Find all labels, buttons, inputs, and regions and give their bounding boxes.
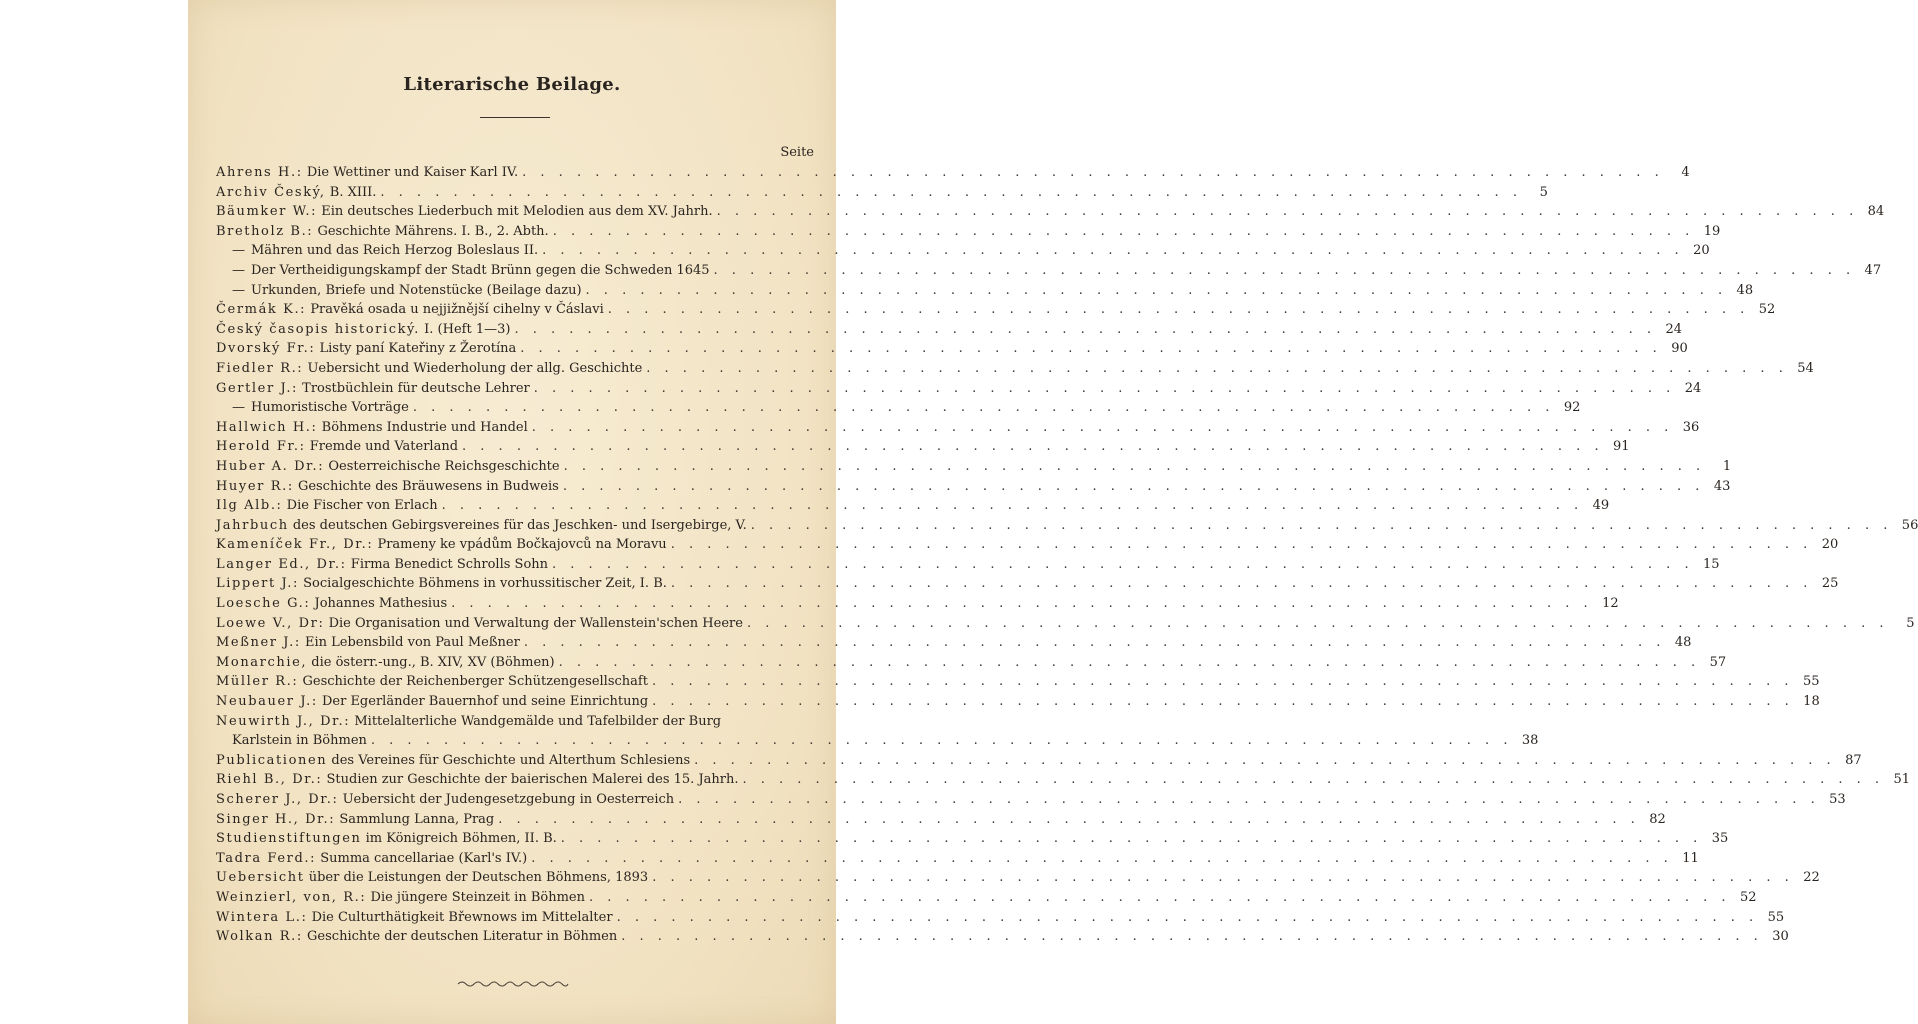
entry-author: Publicationen bbox=[216, 752, 328, 768]
entry-title: Summa cancellariae (Karl's IV.) bbox=[320, 850, 528, 866]
dot-leader bbox=[380, 183, 1522, 203]
entry-text bbox=[216, 712, 721, 732]
toc-entry bbox=[216, 359, 1814, 379]
entry-title: Der Egerländer Bauernhof und seine Einrichtung bbox=[321, 694, 649, 710]
entry-author: Singer H., Dr.: bbox=[216, 811, 336, 827]
dot-leader bbox=[371, 731, 1513, 751]
entry-text bbox=[216, 222, 549, 242]
entry-text bbox=[216, 868, 648, 888]
page-number: 87 bbox=[1845, 752, 1862, 768]
page-number: 91 bbox=[1613, 439, 1630, 455]
entry-title: Sammlung Lanna, Prag bbox=[339, 811, 495, 827]
toc-entry bbox=[216, 633, 1692, 653]
toc-entry bbox=[216, 868, 1820, 888]
dot-leader bbox=[646, 359, 1788, 379]
page-number: 53 bbox=[1829, 792, 1846, 807]
toc-entry bbox=[216, 849, 1699, 869]
entry-text bbox=[216, 555, 548, 575]
toc-entry bbox=[216, 379, 1702, 399]
page-number: 55 bbox=[1802, 674, 1820, 690]
entry-title: I. (Heft 1—3) bbox=[424, 321, 511, 337]
entry-text bbox=[216, 692, 648, 712]
repeat-author-dash: — bbox=[232, 243, 245, 259]
entry-text bbox=[216, 594, 447, 614]
entry-title: Firma Benedict Schrolls Sohn bbox=[350, 556, 549, 572]
entry-author: Huyer R.: bbox=[216, 478, 294, 494]
entry-author: Müller R.: bbox=[216, 674, 299, 690]
entry-author: Dvorský Fr.: bbox=[216, 341, 316, 357]
page-number: 38 bbox=[1521, 733, 1539, 749]
page-number: 22 bbox=[1803, 870, 1820, 886]
entry-text bbox=[216, 849, 527, 869]
entry-author: Huber A. Dr.: bbox=[216, 458, 325, 474]
entry-author: Loewe V., Dr: bbox=[216, 615, 325, 631]
entry-author: Ilg Alb.: bbox=[216, 498, 283, 514]
page-number: 4 bbox=[1681, 165, 1690, 180]
dot-leader bbox=[442, 496, 1584, 516]
page-number: 30 bbox=[1772, 929, 1789, 945]
toc-entry bbox=[216, 183, 1548, 203]
entry-author: Lippert J.: bbox=[216, 576, 300, 592]
page-number: 19 bbox=[1703, 223, 1721, 239]
entry-title: im Königreich Böhmen, II. B. bbox=[365, 831, 557, 847]
entry-title: Die Culturthätigkeit Břewnows im Mittelalter bbox=[311, 909, 613, 925]
entry-text bbox=[216, 163, 518, 183]
table-of-contents bbox=[216, 163, 1918, 947]
page-number: 24 bbox=[1665, 321, 1682, 337]
page-number: 15 bbox=[1703, 556, 1720, 572]
entry-author: Wintera L.: bbox=[216, 909, 308, 925]
page-number: 52 bbox=[1758, 302, 1776, 318]
entry-title: Uebersicht und Wiederholung der allg. Geschichte bbox=[307, 360, 643, 376]
page-number: 18 bbox=[1803, 694, 1820, 710]
entry-title: Pravěká osada u nejjižnější cihelny v Čáslavi bbox=[310, 302, 604, 318]
toc-entry bbox=[216, 281, 1754, 301]
dot-leader bbox=[522, 163, 1664, 183]
dot-leader bbox=[652, 692, 1794, 712]
dot-leader bbox=[462, 437, 1604, 457]
repeat-author-dash: — bbox=[232, 262, 245, 278]
entry-title: Geschichte der Reichenberger Schützengesellschaft bbox=[302, 674, 648, 690]
dot-leader bbox=[532, 418, 1674, 438]
page-number: 20 bbox=[1693, 243, 1710, 259]
entry-title: Die jüngere Steinzeit in Böhmen bbox=[370, 889, 585, 905]
toc-entry bbox=[216, 398, 1581, 418]
entry-author: Herold Fr.: bbox=[216, 439, 306, 455]
page-number: 90 bbox=[1671, 341, 1688, 357]
toc-entry bbox=[216, 535, 1839, 555]
dot-leader bbox=[621, 927, 1763, 947]
dot-leader bbox=[514, 320, 1656, 340]
entry-title: Die Fischer von Erlach bbox=[286, 498, 438, 514]
entry-author: Monarchie, bbox=[216, 654, 308, 670]
toc-entry bbox=[216, 653, 1727, 673]
toc-entry bbox=[216, 888, 1757, 908]
toc-entry bbox=[216, 418, 1700, 438]
entry-text bbox=[216, 183, 376, 203]
dot-leader bbox=[524, 633, 1666, 653]
toc-entry bbox=[216, 731, 1539, 751]
page-number: 52 bbox=[1739, 889, 1757, 905]
toc-entry bbox=[216, 261, 1882, 281]
entry-text bbox=[232, 281, 582, 301]
dot-leader bbox=[531, 849, 1673, 869]
entry-title: Geschichte der deutschen Literatur in Böhmen bbox=[307, 929, 618, 945]
entry-text bbox=[216, 418, 528, 438]
entry-author: Bretholz B.: bbox=[216, 223, 314, 239]
entry-text bbox=[216, 457, 560, 477]
entry-author: Langer Ed., Dr.: bbox=[216, 556, 347, 572]
entry-title: Prameny ke vpádům Bočkajovců na Moravu bbox=[377, 537, 667, 553]
toc-entry bbox=[216, 751, 1862, 771]
dot-leader bbox=[559, 653, 1701, 673]
entry-text bbox=[216, 300, 604, 320]
entry-author: Wolkan R.: bbox=[216, 929, 303, 945]
dot-leader bbox=[747, 614, 1889, 634]
toc-entry bbox=[216, 516, 1918, 536]
dot-leader bbox=[608, 300, 1750, 320]
dot-leader bbox=[586, 281, 1728, 301]
entry-title: Trostbüchlein für deutsche Lehrer bbox=[302, 380, 530, 396]
toc-entry bbox=[216, 496, 1610, 516]
entry-text bbox=[216, 653, 555, 673]
page-number: 20 bbox=[1821, 537, 1839, 553]
entry-title: B. XIII. bbox=[329, 184, 377, 200]
entry-title: Mittelalterliche Wandgemälde und Tafelbilder der Burg bbox=[354, 713, 722, 729]
entry-title: Geschichte Mährens. I. B., 2. Abth. bbox=[317, 223, 549, 239]
toc-entry bbox=[216, 908, 1785, 928]
dot-leader bbox=[671, 574, 1813, 594]
entry-author: Riehl B., Dr.: bbox=[216, 772, 323, 788]
entry-author: Čermák K.: bbox=[216, 302, 307, 318]
toc-entry bbox=[216, 712, 814, 732]
toc-entry bbox=[216, 339, 1688, 359]
page-number: 82 bbox=[1649, 811, 1666, 827]
dot-leader bbox=[520, 339, 1662, 359]
entry-title: Uebersicht der Judengesetzgebung in Oesterreich bbox=[342, 792, 675, 807]
entry-title: die österr.-ung., B. XIV, XV (Böhmen) bbox=[311, 654, 555, 670]
dot-leader bbox=[617, 908, 1759, 928]
entry-text bbox=[216, 496, 438, 516]
entry-text bbox=[216, 770, 739, 790]
dot-leader bbox=[714, 261, 1856, 281]
end-ornament bbox=[458, 980, 568, 988]
dot-leader bbox=[542, 241, 1684, 261]
page-number: 92 bbox=[1563, 400, 1581, 416]
page-number: 24 bbox=[1684, 380, 1702, 396]
entry-title: Johannes Mathesius bbox=[314, 596, 448, 612]
entry-text bbox=[216, 516, 747, 536]
entry-title: Urkunden, Briefe und Notenstücke (Beilage dazu) bbox=[251, 282, 582, 298]
entry-text bbox=[216, 359, 642, 379]
entry-title: Mähren und das Reich Herzog Boleslaus II. bbox=[251, 243, 539, 259]
page-number: 36 bbox=[1682, 419, 1700, 435]
toc-entry bbox=[216, 810, 1666, 830]
dot-leader bbox=[652, 672, 1794, 692]
entry-title: des Vereines für Geschichte und Alterthum Schlesiens bbox=[331, 752, 691, 768]
entry-author: Neuwirth J., Dr.: bbox=[216, 713, 351, 729]
page-number: 49 bbox=[1592, 498, 1610, 514]
dot-leader bbox=[743, 770, 1885, 790]
entry-author: Uebersicht bbox=[216, 870, 305, 886]
entry-text bbox=[216, 574, 667, 594]
toc-entry bbox=[216, 202, 1885, 222]
entry-author: Tadra Ferd.: bbox=[216, 850, 317, 866]
entry-text bbox=[216, 339, 516, 359]
dot-leader bbox=[534, 379, 1676, 399]
page-title: Literarische Beilage. bbox=[403, 74, 621, 95]
toc-entry bbox=[216, 241, 1710, 261]
entry-title: Geschichte des Bräuwesens in Budweis bbox=[297, 478, 559, 494]
entry-text bbox=[216, 672, 648, 692]
toc-entry bbox=[216, 614, 1915, 634]
entry-title: Studien zur Geschichte der baierischen Malerei des 15. Jahrh. bbox=[326, 772, 739, 788]
page-number: 35 bbox=[1711, 831, 1729, 847]
entry-title: Ein deutsches Liederbuch mit Melodien aus dem XV. Jahrh. bbox=[321, 204, 713, 220]
toc-entry bbox=[216, 222, 1721, 242]
toc-entry bbox=[216, 555, 1720, 575]
dot-leader bbox=[671, 535, 1813, 555]
entry-title: Böhmens Industrie und Handel bbox=[321, 419, 528, 435]
page-number: 55 bbox=[1767, 909, 1785, 925]
entry-title: Die Organisation und Verwaltung der Wallenstein'schen Heere bbox=[328, 615, 743, 631]
page-number: 47 bbox=[1864, 262, 1882, 278]
entry-text bbox=[216, 477, 559, 497]
entry-text bbox=[232, 398, 409, 418]
entry-author: Hallwich H.: bbox=[216, 419, 318, 435]
entry-text bbox=[216, 751, 690, 771]
repeat-author-dash: — bbox=[232, 400, 245, 416]
entry-author: Fiedler R.: bbox=[216, 360, 304, 376]
dot-leader bbox=[694, 751, 1836, 771]
toc-entry bbox=[216, 672, 1820, 692]
entry-text bbox=[216, 202, 713, 222]
entry-text bbox=[216, 908, 613, 928]
page-number: 48 bbox=[1736, 282, 1754, 298]
entry-text bbox=[216, 614, 743, 634]
toc-entry bbox=[216, 594, 1619, 614]
dot-leader bbox=[413, 398, 1555, 418]
entry-title: Der Vertheidigungskampf der Stadt Brünn gegen die Schweden 1645 bbox=[251, 262, 710, 278]
dot-leader bbox=[717, 202, 1859, 222]
entry-author: Studienstiftungen bbox=[216, 831, 362, 847]
entry-text bbox=[216, 790, 674, 810]
toc-entry bbox=[216, 300, 1776, 320]
entry-author: Weinzierl, von, R.: bbox=[216, 889, 367, 905]
page-number: 11 bbox=[1682, 850, 1699, 866]
dot-leader bbox=[678, 790, 1820, 810]
entry-text bbox=[216, 829, 557, 849]
toc-entry bbox=[216, 574, 1839, 594]
entry-text bbox=[216, 927, 617, 947]
entry-text bbox=[216, 320, 510, 340]
page-number: 1 bbox=[1722, 458, 1732, 474]
entry-title: über die Leistungen der Deutschen Böhmens, 1893 bbox=[308, 870, 649, 886]
page-number: 56 bbox=[1901, 517, 1918, 533]
entry-author: Meßner J.: bbox=[216, 635, 301, 651]
page-column-header: Seite bbox=[780, 145, 814, 160]
toc-entry bbox=[216, 770, 1911, 790]
entry-title: Die Wettiner und Kaiser Karl IV. bbox=[306, 165, 519, 180]
toc-entry bbox=[216, 692, 1820, 712]
dot-leader bbox=[652, 868, 1794, 888]
entry-author: Kameníček Fr., Dr.: bbox=[216, 537, 374, 553]
toc-entry bbox=[216, 790, 1846, 810]
toc-entry bbox=[216, 320, 1682, 340]
entry-author: Český časopis historický. bbox=[216, 321, 421, 337]
dot-leader bbox=[564, 457, 1706, 477]
page-number: 5 bbox=[1906, 615, 1915, 631]
dot-leader bbox=[498, 810, 1640, 830]
entry-text bbox=[216, 437, 458, 457]
page-number: 5 bbox=[1539, 184, 1548, 200]
page-number: 12 bbox=[1602, 596, 1619, 612]
entry-text bbox=[232, 261, 710, 281]
entry-text bbox=[216, 633, 520, 653]
entry-text bbox=[216, 535, 667, 555]
entry-text bbox=[216, 888, 585, 908]
dot-leader bbox=[561, 829, 1703, 849]
entry-title: des deutschen Gebirgsvereines für das Jeschken- und Isergebirge, V. bbox=[292, 517, 747, 533]
title-rule bbox=[480, 117, 550, 118]
entry-author: Loesche G.: bbox=[216, 596, 311, 612]
entry-author: Archiv Český, bbox=[216, 184, 326, 200]
dot-leader bbox=[563, 477, 1705, 497]
page-number: 84 bbox=[1867, 204, 1885, 220]
entry-text bbox=[232, 731, 367, 751]
entry-title: Humoristische Vorträge bbox=[251, 400, 409, 416]
entry-author: Gertler J.: bbox=[216, 380, 299, 396]
toc-entry bbox=[216, 163, 1690, 183]
page-number: 54 bbox=[1797, 360, 1814, 376]
entry-author: Neubauer J.: bbox=[216, 694, 318, 710]
page-number: 51 bbox=[1893, 772, 1911, 788]
entry-text bbox=[216, 810, 494, 830]
entry-text bbox=[216, 379, 530, 399]
toc-entry bbox=[216, 927, 1789, 947]
page-number: 43 bbox=[1713, 478, 1731, 494]
entry-title: Karlstein in Böhmen bbox=[232, 733, 367, 749]
dot-leader bbox=[553, 222, 1695, 242]
entry-title: Fremde und Vaterland bbox=[309, 439, 459, 455]
dot-leader bbox=[552, 555, 1694, 575]
entry-title: Oesterreichische Reichsgeschichte bbox=[328, 458, 560, 474]
entry-author: Bäumker W.: bbox=[216, 204, 318, 220]
entry-title: Socialgeschichte Böhmens in vorhussitischer Zeit, I. B. bbox=[303, 576, 667, 592]
book-page bbox=[188, 0, 1918, 1024]
dot-leader bbox=[751, 516, 1893, 536]
page-number: 48 bbox=[1674, 635, 1692, 651]
dot-leader bbox=[589, 888, 1731, 908]
page-number: 25 bbox=[1821, 576, 1839, 592]
entry-title: Listy paní Kateřiny z Žerotína bbox=[319, 341, 517, 357]
entry-author: Jahrbuch bbox=[216, 517, 289, 533]
page-number: 57 bbox=[1709, 654, 1727, 670]
toc-entry bbox=[216, 829, 1729, 849]
toc-entry bbox=[216, 437, 1630, 457]
dot-leader bbox=[451, 594, 1593, 614]
entry-title: Ein Lebensbild von Paul Meßner bbox=[304, 635, 520, 651]
repeat-author-dash: — bbox=[232, 282, 245, 298]
entry-author: Scherer J., Dr.: bbox=[216, 792, 339, 807]
toc-entry bbox=[216, 457, 1732, 477]
toc-entry bbox=[216, 477, 1731, 497]
entry-text bbox=[232, 241, 538, 261]
entry-author: Ahrens H.: bbox=[216, 165, 303, 180]
